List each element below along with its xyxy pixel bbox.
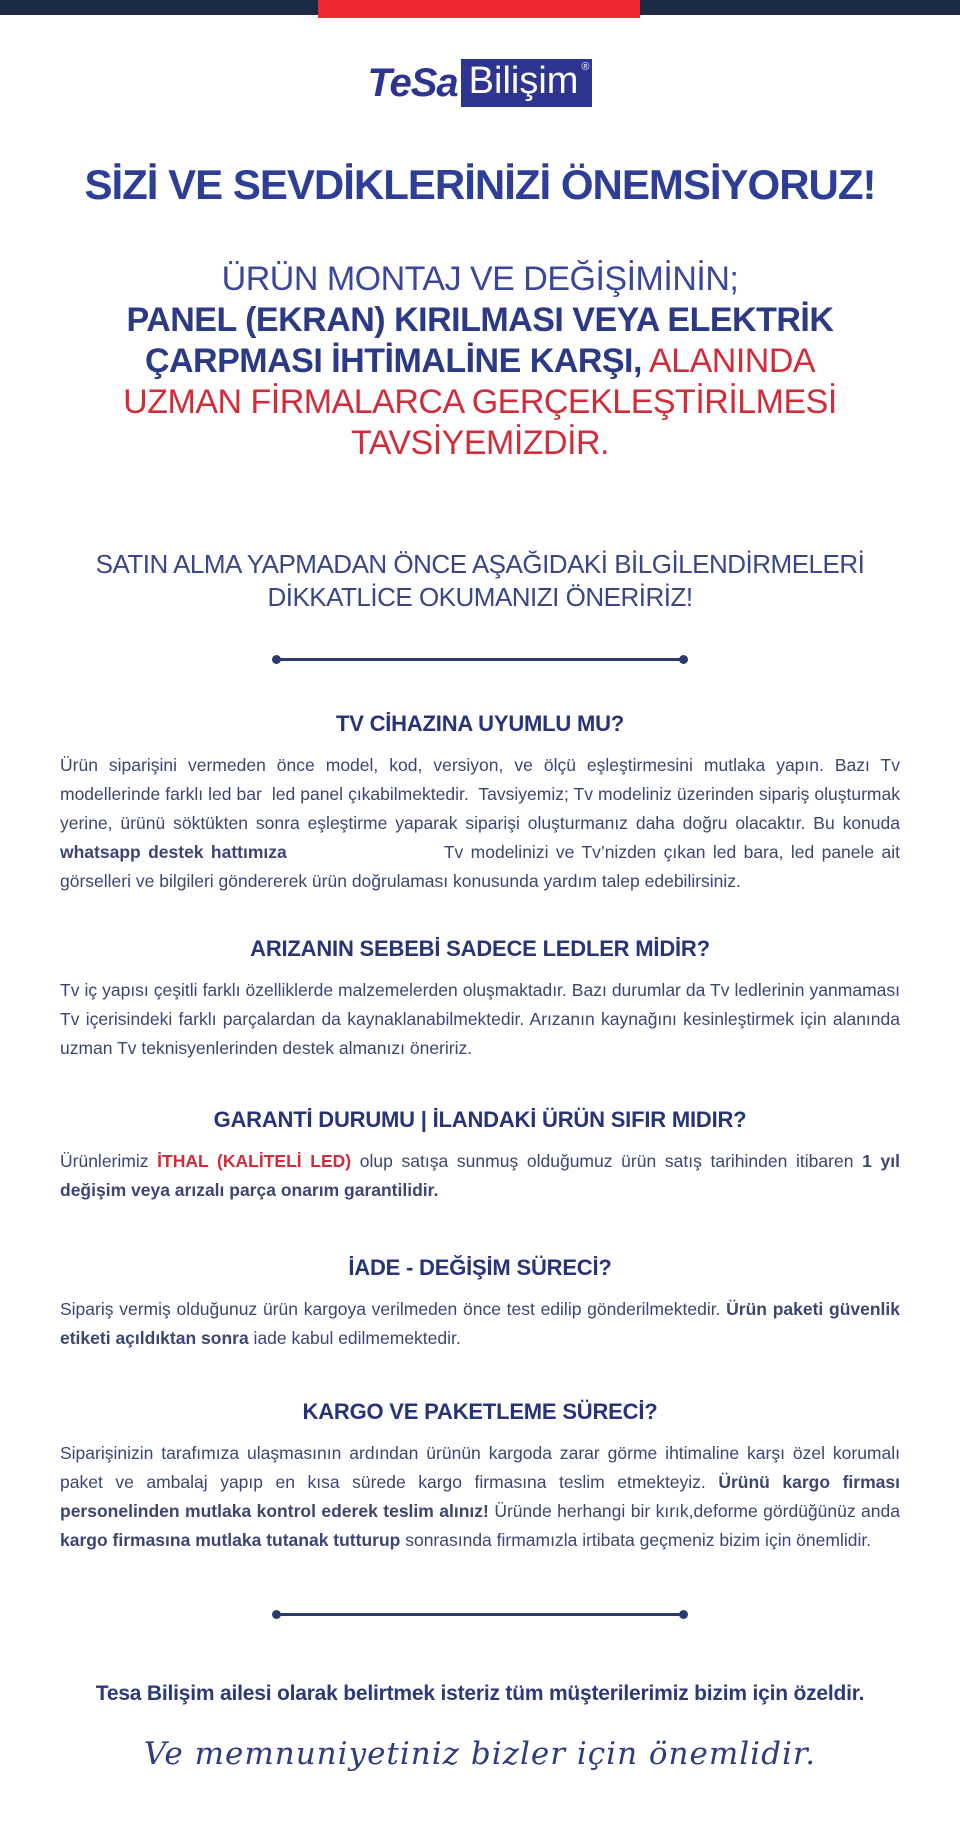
logo-text-tesa: TeSa — [367, 60, 458, 105]
section-body: Ürünlerimiz İTHAL (KALİTELİ LED) olup satışa sunmuş olduğumuz ürün satış tarihinden itibaren 1 yıl değişim veya arızalı parça onarım garantilidir. — [60, 1151, 900, 1200]
section-title: GARANTİ DURUMU | İLANDAKİ ÜRÜN SIFIR MIDIR? — [213, 1107, 747, 1132]
section-warranty — [60, 1107, 900, 1205]
warning-line-5: TAVSİYEMİZDİR. — [350, 424, 610, 462]
section-shipping-packaging — [60, 1399, 900, 1555]
section-body: Siparişinizin tarafımıza ulaşmasının ardından ürünün kargoda zarar görme ihtimaline karşı özel korumalı paket ve ambalaj yapıp en kısa sürede kargo firmasına teslim etmekteyiz. Ürünü kargo firması personelinden mutlaka kontrol ederek teslim alınız! Üründe herhangi bir kırık,deforme gördüğünüz anda kargo firmasına mutlaka tutanak tutturup sonrasında firmamızla irtibata geçmeniz bizim için önemlidir. — [60, 1443, 900, 1550]
pre-purchase-notice: SATIN ALMA YAPMADAN ÖNCE AŞAĞIDAKİ BİLGİLENDİRMELERİ DİKKATLİCE OKUMANIZI ÖNERİRİZ! — [95, 549, 865, 612]
section-title: İADE - DEĞİŞİM SÜRECİ? — [348, 1255, 612, 1280]
brand-logo — [0, 59, 960, 107]
section-title: KARGO VE PAKETLEME SÜRECİ? — [302, 1399, 658, 1424]
warning-line-1: ÜRÜN MONTAJ VE DEĞİŞİMİNİN; — [221, 260, 739, 298]
section-body: Ürün siparişini vermeden önce model, kod, versiyon, ve ölçü eşleştirmesini mutlaka yapın. Bazı Tv modellerinde farklı led bar led panel çıkabilmektedir. Tavsiyemiz; Tv modeliniz üzerinden sipariş oluşturmak yerine, ürünü söktükten sonra eşleştirme yaparak siparişi oluşturmanız daha doğru olacaktır. Bu konuda whatsapp destek hattımıza Tv modelinizi ve Tv’nizden çıkan led bara, led panele ait görselleri ve bilgileri göndererek ürün doğrulaması konusunda yardım talep edebilirsiniz. — [60, 755, 900, 891]
footer-script-line: Ve memnuniyetiniz bizler için önemlidir. — [143, 1736, 817, 1772]
section-title: ARIZANIN SEBEBİ SADECE LEDLER MİDİR? — [250, 936, 710, 961]
top-accent-bar — [0, 0, 960, 15]
top-accent-red-segment — [318, 0, 640, 18]
section-tv-compatibility — [60, 711, 900, 896]
registered-trademark-icon: ® — [581, 61, 590, 73]
warning-heading — [0, 259, 960, 464]
logo-box — [461, 59, 593, 107]
warning-line-4: UZMAN FİRMALARCA GERÇEKLEŞTİRİLMESİ — [123, 383, 837, 421]
section-title: TV CİHAZINA UYUMLU MU? — [335, 711, 625, 736]
section-body: Sipariş vermiş olduğunuz ürün kargoya verilmeden önce test edilip gönderilmektedir. Ürün paketi güvenlik etiketi açıldıktan sonra iade kabul edilmemektedir. — [60, 1299, 900, 1348]
warning-line-2: PANEL (EKRAN) KIRILMASI VEYA ELEKTRİK — [126, 301, 834, 339]
divider-bottom — [276, 1613, 684, 1616]
warning-line-3: ÇARPMASI İHTİMALİNE KARŞI, ALANINDA — [144, 342, 816, 380]
logo-text-bilisim: Bilişim — [468, 60, 579, 102]
divider-top — [276, 658, 684, 661]
section-return-process — [60, 1255, 900, 1353]
page-title: SİZİ VE SEVDİKLERİNİZİ ÖNEMSİYORUZ! — [84, 161, 876, 208]
section-fault-cause — [60, 936, 900, 1063]
section-body: Tv iç yapısı çeşitli farklı özelliklerde malzemelerden oluşmaktadır. Bazı durumlar da Tv ledlerinin yanmaması Tv içerisindeki farklı parçalardan da kaynaklanabilmektedir. Arızanın kaynağını kesinleştirmek için alanında uzman Tv teknisyenlerinden destek almanızı öneririz. — [60, 980, 900, 1058]
footer-statement: Tesa Bilişim ailesi olarak belirtmek isteriz tüm müşterilerimiz bizim için özeldir. — [95, 1682, 865, 1705]
